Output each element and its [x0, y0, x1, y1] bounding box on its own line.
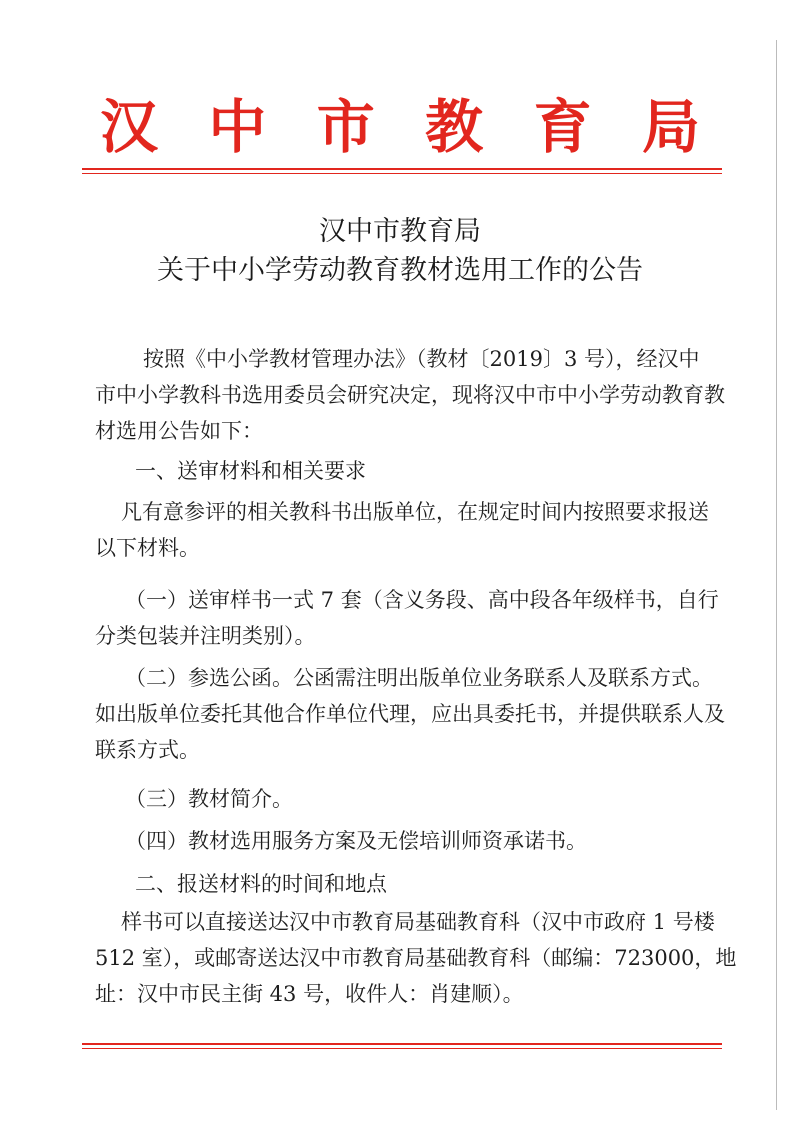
letterhead-char: 市 [316, 93, 375, 161]
text-line: 样书可以直接送达汉中市教育局基础教育科（汉中市政府 1 号楼 [121, 910, 715, 934]
intro-paragraph [95, 341, 725, 449]
text-line: 材选用公告如下： [95, 419, 263, 443]
letterhead-divider-thin [82, 173, 722, 174]
letterhead-char: 汉 [100, 93, 159, 161]
footer-divider-thin [82, 1048, 722, 1049]
item-2-paragraph [95, 660, 725, 768]
text-line: 512 室），或邮寄送达汉中市教育局基础教育科（邮编：723000，地 [95, 946, 737, 970]
text-line: （二）参选公函。公函需注明出版单位业务联系人及联系方式。 [125, 666, 713, 690]
section1-heading: 一、送审材料和相关要求 [135, 459, 366, 483]
scan-edge-line [776, 40, 777, 1110]
section2-heading: 二、报送材料的时间和地点 [135, 872, 387, 896]
section2-paragraph [95, 904, 737, 1012]
footer-divider [82, 1043, 722, 1045]
letterhead-char: 育 [533, 93, 592, 161]
text-line: （四）教材选用服务方案及无偿培训师资承诺书。 [125, 829, 587, 853]
item-3-paragraph [95, 781, 717, 817]
text-line: 市中小学教科书选用委员会研究决定，现将汉中市中小学劳动教育教 [95, 383, 725, 407]
text-line: 分类包装并注明类别）。 [95, 624, 316, 648]
text-line: 址：汉中市民主街 43 号，收件人：肖建顺）。 [95, 982, 524, 1006]
item-4-paragraph [95, 823, 717, 859]
text-line: 联系方式。 [95, 738, 200, 762]
letterhead-char: 教 [425, 93, 484, 161]
letterhead-divider [82, 168, 722, 170]
letterhead-char: 局 [641, 93, 700, 161]
document-title-line2: 关于中小学劳动教育教材选用工作的公告 [157, 255, 643, 286]
text-line: 凡有意参评的相关教科书出版单位，在规定时间内按照要求报送 [121, 500, 709, 524]
document-title-line1: 汉中市教育局 [319, 216, 481, 247]
letterhead-title [100, 92, 700, 162]
section1-paragraph [95, 494, 717, 566]
item-1-paragraph [95, 582, 717, 654]
letterhead-char: 中 [208, 93, 267, 161]
text-line: 如出版单位委托其他合作单位代理，应出具委托书，并提供联系人及 [95, 702, 725, 726]
text-line: （三）教材简介。 [125, 787, 293, 811]
text-line: 以下材料。 [95, 536, 200, 560]
text-line: 按照《中小学教材管理办法》（教材〔2019〕3 号），经汉中 [143, 347, 700, 371]
text-line: （一）送审样书一式 7 套（含义务段、高中段各年级样书，自行 [125, 588, 719, 612]
